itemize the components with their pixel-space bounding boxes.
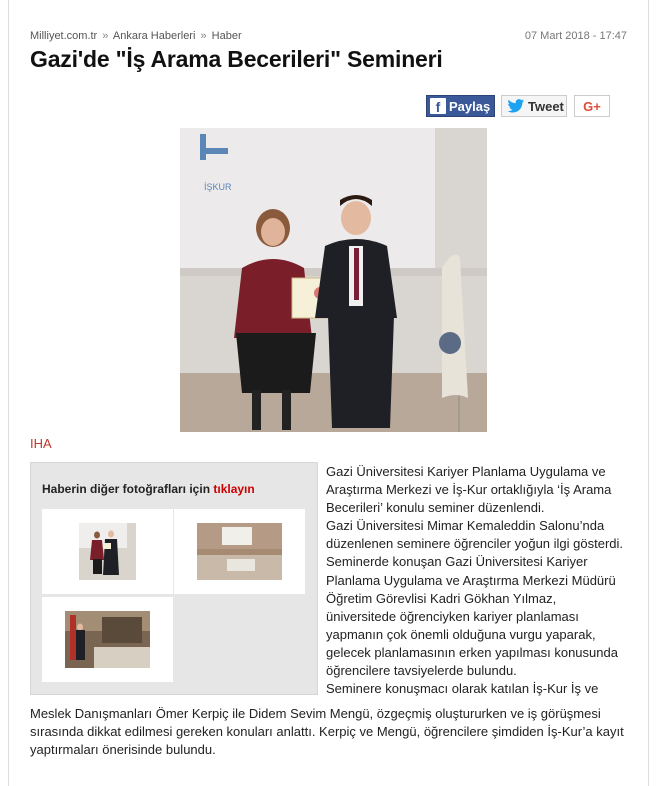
article-paragraph: Meslek Danışmanları Ömer Kerpiç ile Didem Sevim Mengü, özgeçmiş oluştururken ve iş görüşmesi sırasında dikkat edilmesi gereken konuları anlattı. Kerpiç ve Mengü, öğrencilere şimdiden İş-Kur’a kayıt yaptırmaları önerisinde bulundu. — [30, 706, 624, 758]
article-paragraph: Seminere konuşmacı olarak katılan İş-Kur İş ve — [326, 681, 599, 697]
page-title: Gazi'de "İş Arama Becerileri" Semineri — [30, 46, 443, 72]
gallery-heading — [42, 482, 255, 496]
breadcrumb-separator: » — [102, 30, 109, 42]
tweet-button[interactable] — [501, 95, 567, 117]
breadcrumb-section[interactable]: Ankara Haberleri — [112, 30, 196, 42]
gallery-heading-text: Haberin diğer fotoğrafları için — [42, 482, 211, 496]
article-body-full — [30, 705, 630, 759]
gallery-link[interactable]: tıklayın — [213, 482, 255, 496]
article-paragraph: Gazi Üniversitesi Mimar Kemaleddin Salonu’nda düzenlenen seminere öğrenciler yoğun ilgi gösterdi. Seminerde konuşan Gazi Üniversitesi Kariyer Planlama Uygulama ve Araştırma Merkezi Müdürü Öğretim Görevlisi Kadri Gökhan Yılmaz, üniversitede öğrenciyken kariyer planlaması yapmanın çok önemli olduğuna vurgu yaparak, gelecek planlamasının erken yapılması konusunda öğrencilere tavsiyelerde bulundu. — [326, 518, 624, 679]
facebook-icon: f — [430, 98, 446, 114]
twitter-icon — [507, 99, 525, 113]
photo-gallery — [30, 462, 318, 695]
breadcrumb-separator: » — [200, 30, 207, 42]
thumbnail-image — [174, 509, 305, 594]
photo-ceremony — [180, 128, 487, 432]
article-paragraph: Gazi Üniversitesi Kariyer Planlama Uygulama ve Araştırma Merkezi ve İş-Kur ortaklığıyla ‘İş Arama Becerileri’ konulu seminer düzenlendi. — [326, 464, 612, 516]
thumbnail-image — [42, 597, 173, 682]
thumbnail-image — [42, 509, 173, 594]
facebook-share-button[interactable] — [426, 95, 495, 117]
article-photo[interactable] — [180, 128, 487, 432]
google-plus-button[interactable] — [574, 95, 610, 117]
breadcrumb — [30, 30, 242, 42]
banner-text: İŞKUR — [204, 182, 232, 192]
gallery-thumbnail[interactable] — [174, 509, 305, 594]
gallery-thumbnail[interactable] — [42, 597, 173, 682]
news-source[interactable]: IHA — [30, 436, 52, 451]
tweet-label: Tweet — [528, 98, 564, 114]
google-plus-icon: G+ — [583, 98, 601, 114]
facebook-share-label: Paylaş — [449, 98, 491, 114]
breadcrumb-site[interactable]: Milliyet.com.tr — [30, 30, 98, 42]
publish-date: 07 Mart 2018 - 17:47 — [524, 30, 627, 42]
article-body-side — [326, 463, 626, 698]
gallery-thumbnail[interactable] — [42, 509, 173, 594]
breadcrumb-page[interactable]: Haber — [211, 30, 242, 42]
